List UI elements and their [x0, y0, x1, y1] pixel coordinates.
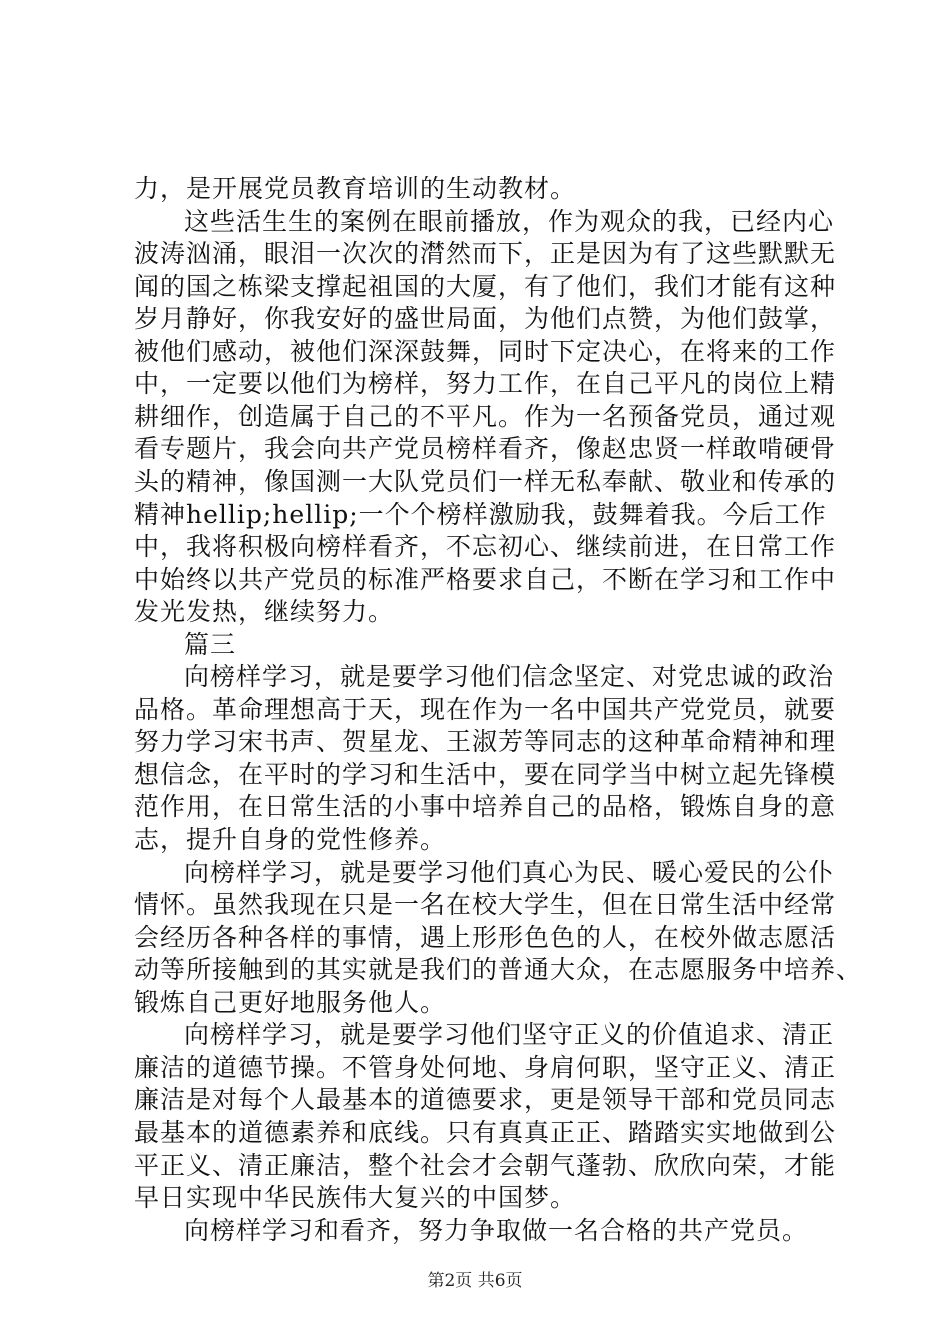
text-line: 精神hellip;hellip;一个个榜样激励我，鼓舞着我。今后工作: [134, 499, 827, 529]
text-line: 闻的国之栋梁支撑起祖国的大厦，有了他们，我们才能有这种: [134, 271, 837, 301]
text-line: 被他们感动，被他们深深鼓舞，同时下定决心，在将来的工作: [134, 336, 837, 366]
text-line: 这些活生生的案例在眼前播放，作为观众的我，已经内心: [184, 206, 835, 236]
text-line: 岁月静好，你我安好的盛世局面，为他们点赞，为他们鼓掌，: [134, 304, 837, 334]
text-line: 波涛汹涌，眼泪一次次的潸然而下，正是因为有了这些默默无: [134, 239, 837, 269]
text-line: 志，提升自身的党性修养。: [134, 825, 447, 854]
text-line: 中始终以共产党员的标准严格要求自己，不断在学习和工作中: [134, 564, 837, 594]
text-line: 头的精神，像国测一大队党员们一样无私奉献、敬业和传承的: [134, 466, 837, 496]
text-line: 中，一定要以他们为榜样，努力工作，在自己平凡的岗位上精: [134, 369, 837, 399]
text-line: 向榜样学习，就是要学习他们信念坚定、对党忠诚的政治: [184, 662, 835, 692]
text-line: 动等所接触到的其实就是我们的普通大众，在志愿服务中培养、: [134, 955, 863, 985]
text-line: 平正义、清正廉洁，整个社会才会朝气蓬勃、欣欣向荣，才能: [134, 1150, 837, 1180]
text-line: 努力学习宋书声、贺星龙、王淑芳等同志的这种革命精神和理: [134, 727, 837, 757]
text-line: 锻炼自己更好地服务他人。: [134, 987, 447, 1017]
text-line: 品格。革命理想高于天，现在作为一名中国共产党党员，就要: [134, 694, 837, 724]
text-line: 情怀。虽然我现在只是一名在校大学生，但在日常生活中经常: [134, 890, 837, 920]
text-line: 发光发热，继续努力。: [134, 597, 395, 627]
text-line: 力，是开展党员教育培训的生动教材。: [134, 174, 577, 203]
text-line: 想信念，在平时的学习和生活中，要在同学当中树立起先锋模: [134, 759, 837, 789]
page-number-footer: 第2页 共6页: [427, 1271, 523, 1291]
text-line: 廉洁的道德节操。不管身处何地、身肩何职，坚守正义、清正: [134, 1052, 837, 1082]
text-line: 向榜样学习和看齐，努力争取做一名合格的共产党员。: [184, 1215, 809, 1245]
text-line: 耕细作，创造属于自己的不平凡。作为一名预备党员，通过观: [134, 401, 837, 431]
text-line: 中，我将积极向榜样看齐，不忘初心、继续前进，在日常工作: [134, 532, 837, 562]
text-line: 早日实现中华民族伟大复兴的中国梦。: [134, 1183, 577, 1213]
text-line: 看专题片，我会向共产党员榜样看齐，像赵忠贤一样敢啃硬骨: [134, 434, 837, 464]
text-line: 最基本的道德素养和底线。只有真真正正、踏踏实实地做到公: [134, 1117, 837, 1147]
text-line: 向榜样学习，就是要学习他们坚守正义的价值追求、清正: [184, 1020, 835, 1050]
text-line: 会经历各种各样的事情，遇上形形色色的人，在校外做志愿活: [134, 922, 837, 952]
text-line: 篇三: [184, 629, 237, 659]
text-line: 廉洁是对每个人最基本的道德要求，更是领导干部和党员同志: [134, 1085, 837, 1115]
text-line: 向榜样学习，就是要学习他们真心为民、暖心爱民的公仆: [184, 857, 835, 887]
text-line: 范作用，在日常生活的小事中培养自己的品格，锻炼自身的意: [134, 792, 837, 822]
